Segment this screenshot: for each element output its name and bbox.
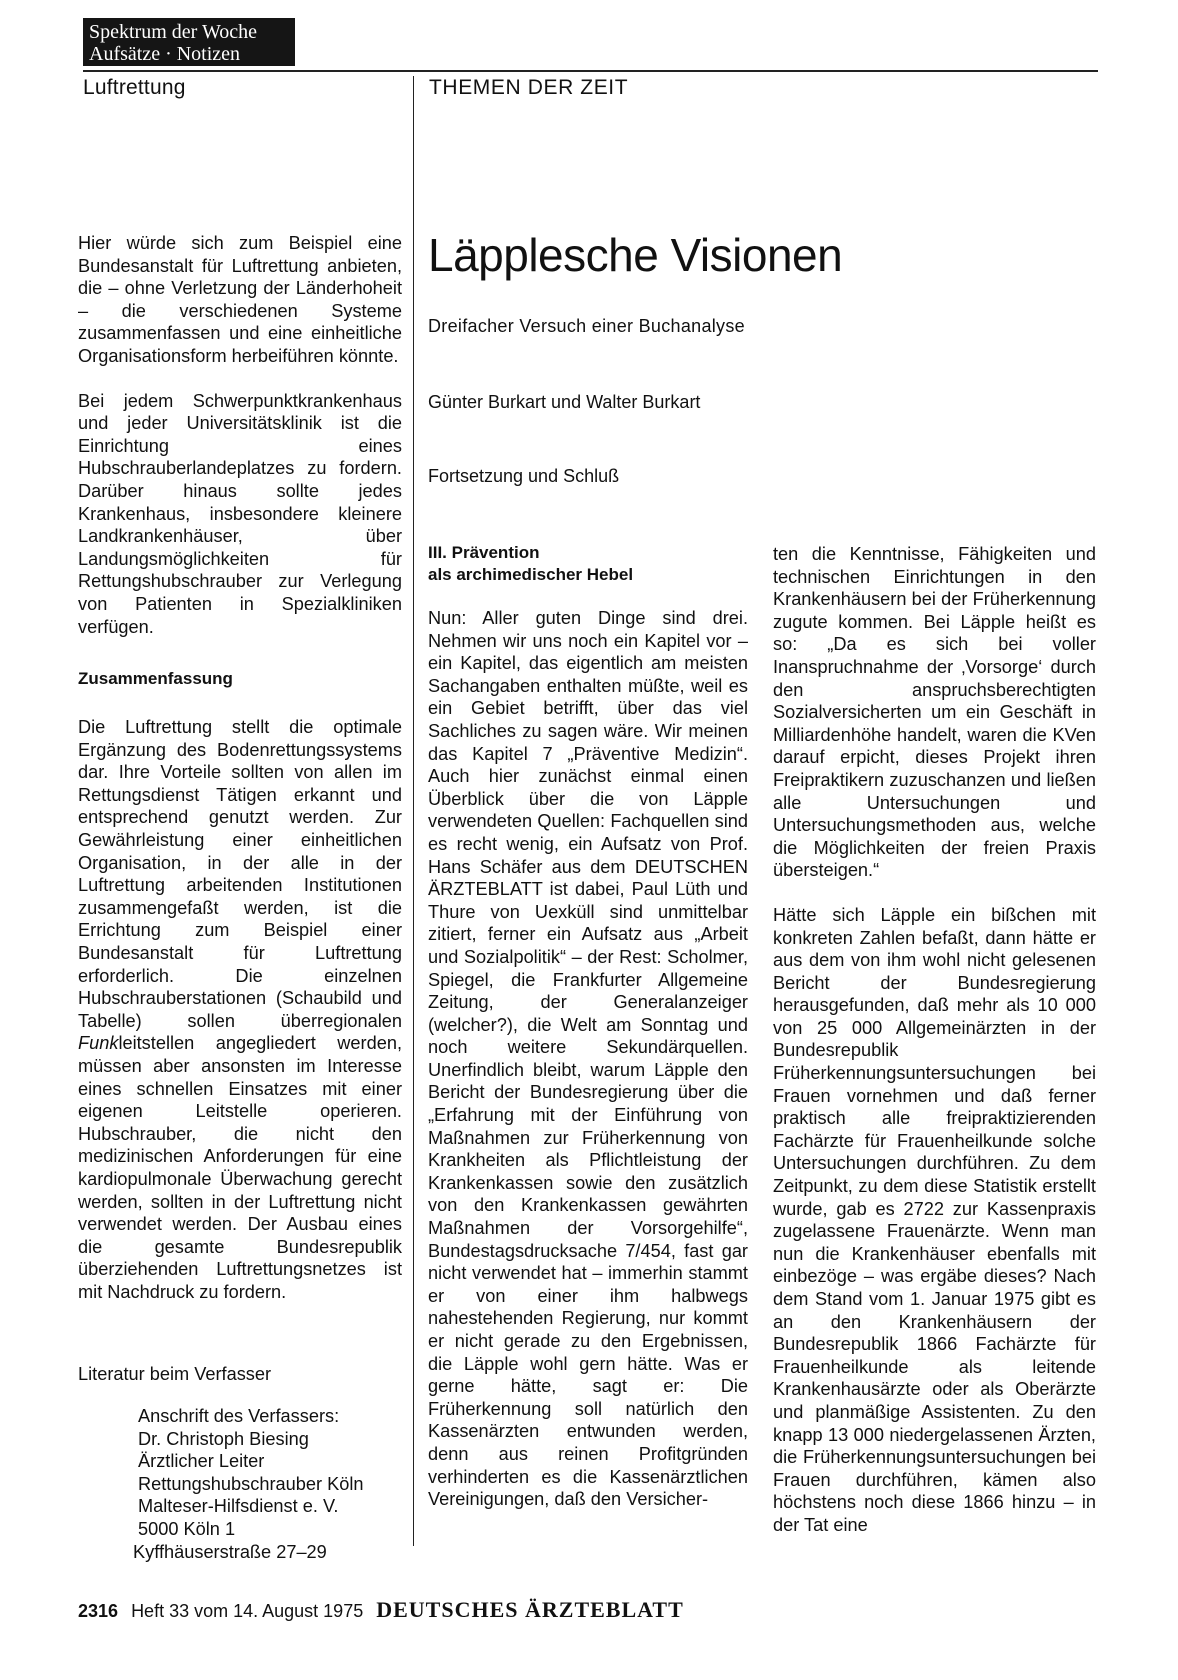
section-label-right: THEMEN DER ZEIT <box>429 76 629 99</box>
address-line: Dr. Christoph Biesing <box>138 1428 309 1449</box>
address-line: 5000 Köln 1 <box>138 1518 236 1539</box>
section-heading <box>428 542 633 586</box>
address-line: Kyffhäuserstraße 27–29 <box>133 1541 327 1562</box>
section-heading-line-2: als archimedischer Hebel <box>428 565 634 584</box>
left-paragraph-1: Hier würde sich zum Beispiel eine Bundesanstalt für Luftrettung anbieten, die – ohne Verletzung der Länderhoheit – die verschiedenen Systeme zusammenfassen und eine einheitliche Organisationsform herbeiführen könnte. <box>78 233 402 366</box>
summary-heading: Zusammenfassung <box>78 669 233 689</box>
right-column <box>773 543 1096 1537</box>
address-line: Malteser-Hilfsdienst e. V. <box>138 1496 339 1517</box>
top-rule <box>83 70 1098 72</box>
summary-text-italic: Funk <box>78 1033 119 1054</box>
column-divider <box>413 76 414 1546</box>
summary-paragraph <box>78 716 402 1303</box>
left-paragraph-2: Bei jedem Schwerpunktkrankenhaus und jeder Universitätsklinik ist die Einrichtung eines Hubschrauberlandeplatzes zu fordern. Darüber hinaus sollte jedes Krankenhaus, insbesondere kleinere Landkrankenhäuser, über Landungsmöglichkeiten für Rettungshubschrauber zur Verlegung von Patienten in Spezialkliniken verfügen. <box>78 390 402 637</box>
left-column <box>78 232 402 1304</box>
issue-info: Heft 33 vom 14. August 1975 <box>131 1601 364 1621</box>
article-authors: Günter Burkart und Walter Burkart <box>428 392 701 412</box>
author-address <box>133 1405 364 1563</box>
badge-line-2: Aufsätze · Notizen <box>89 43 241 65</box>
address-line: Anschrift des Verfassers: <box>138 1406 340 1426</box>
section-heading-line-1: III. Prävention <box>428 543 540 562</box>
article-title: Läpplesche Visionen <box>428 229 843 281</box>
section-badge <box>83 18 295 66</box>
article-subtitle: Dreifacher Versuch einer Buchanalyse <box>428 316 745 336</box>
page-footer <box>78 1597 684 1623</box>
address-line: Rettungshubschrauber Köln <box>138 1473 364 1494</box>
summary-text-b: leitstellen angegliedert werden, müssen aber ansonsten im Interesse eines schnellen Einsatzes mit einer eigenen Leitstelle operieren. Hubschrauber, die nicht den medizinischen Anforderungen für eine kardiopulmonale Überwachung gerecht werden, sollten in der Luftrettung nicht verwendet werden. Der Ausbau eines die gesamte Bundesrepublik überziehenden Luftrettungsnetzes ist mit Nachdruck zu fordern. <box>78 1033 402 1302</box>
section-label-left: Luftrettung <box>83 76 186 99</box>
badge-line-1: Spektrum der Woche <box>89 21 257 43</box>
right-paragraph-2: Hätte sich Läpple ein bißchen mit konkreten Zahlen befaßt, dann hätte er aus dem von ihm wohl nicht gelesenen Bericht der Bundesregierung herausgefunden, daß mehr als 10 000 von 25 000 Allgemeinärzten in der Bundesrepublik Früherkennungsuntersuchungen bei Frauen vornehmen und daß ferner praktisch alle freipraktizierenden Fachärzte für Frauenheilkunde solche Untersuchungen durchführen. Zu dem Zeitpunkt, zu dem diese Statistik erstellt wurde, gab es 2722 zur Kassenpraxis zugelassene Frauenärzte. Wenn man nun die Krankenhäuser ebenfalls mit einbezöge – was ergäbe dieses? Nach dem Stand vom 1. Januar 1975 gibt es an den Krankenhäusern der Bundesrepublik 1866 Fachärzte für Frauenheilkunde als leitende Krankenhausärzte oder als Oberärzte und planmäßige Assistenten. Zu den knapp 13 000 niedergelassenen Ärzten, die Früherkennungsuntersuchungen bei Frauen durchführen, kämen also höchstens noch diese 1866 hinzu – in der Tat eine <box>773 904 1096 1535</box>
middle-paragraph-1: Nun: Aller guten Dinge sind drei. Nehmen wir uns noch ein Kapitel vor – ein Kapitel, das eigentlich am meisten Sachangaben enthalten müßte, weil es ein Gebiet betrifft, über das viel Sachliches zu sagen wäre. Wir meinen das Kapitel 7 „Präventive Medizin“. Auch hier zunächst einmal einen Überblick über die von Läpple verwendeten Quellen: Fachquellen sind es recht wenig, ein Aufsatz von Prof. Hans Schäfer aus dem DEUTSCHEN ÄRZTEBLATT ist dabei, Paul Lüth und Thure von Uexküll sind unmittelbar zitiert, ferner ein Aufsatz aus „Arbeit und Sozialpolitik“ – der Rest: Scholmer, Spiegel, die Frankfurter Allgemeine Zeitung, der Generalanzeiger (welcher?), die Welt am Sonntag und noch weitere Sekundärquellen. Unerfindlich bleibt, warum Läpple den Bericht der Bundesregierung über die „Erfahrung mit der Einführung von Maßnahmen zur Früherkennung von Krankheiten als Pflichtleistung der Krankenkassen sowie den zusätzlich von den Krankenkassen gewährten Maßnahmen der Vorsorgehilfe“, Bundestagsdrucksache 7/454, fast gar nicht verwendet hat – immerhin stammt er von einer ihm halbwegs nahestehenden Regierung, nur kommt er nicht gerade zu den Ergebnissen, die Läpple wohl gern hätte. Was er gerne hätte, sagt er: Die Früherkennung soll natürlich den Kassenärzten entwunden werden, denn aus reinen Profitgründen verhinderten es die Kassenärztlichen Vereinigungen, daß den Versicher- <box>428 608 748 1510</box>
summary-text-a: Die Luftrettung stellt die optimale Ergänzung des Bodenrettungssystems dar. Ihre Vorteile sollten von allen im Rettungsdienst Tätigen erkannt und entsprechend genutzt werden. Zur Gewährleistung einer einheitlichen Organisation, in der alle in der Luftrettung arbeitenden Institutionen zusammengefaßt werden, ist die Errichtung zum Beispiel einer Bundesanstalt für Luftrettung erforderlich. Die einzelnen Hubschrauberstationen (Schaubild und Tabelle) sollen überregionalen <box>78 717 402 1031</box>
literature-note: Literatur beim Verfasser <box>78 1364 272 1384</box>
right-paragraph-1: ten die Kenntnisse, Fähigkeiten und technischen Einrichtungen in den Krankenhäusern bei der Früherkennung zugute kommen. Bei Läpple heißt es so: „Da es sich bei voller Inanspruchnahme der ‚Vorsorge‘ durch den anspruchsberechtigten Sozialversicherten um ein Geschäft in Milliardenhöhe handelt, waren die KVen darauf erpicht, dieses Projekt ihren Freipraktikern zuzuschanzen und ließen alle Untersuchungen und Untersuchungsmethoden aus, welche die Möglichkeiten der freien Praxis übersteigen.“ <box>773 544 1096 881</box>
journal-name: DEUTSCHES ÄRZTEBLATT <box>376 1597 684 1622</box>
address-line: Ärztlicher Leiter <box>138 1451 265 1472</box>
middle-column <box>428 607 748 1511</box>
page-number: 2316 <box>78 1601 119 1621</box>
continuation-note: Fortsetzung und Schluß <box>428 466 620 486</box>
